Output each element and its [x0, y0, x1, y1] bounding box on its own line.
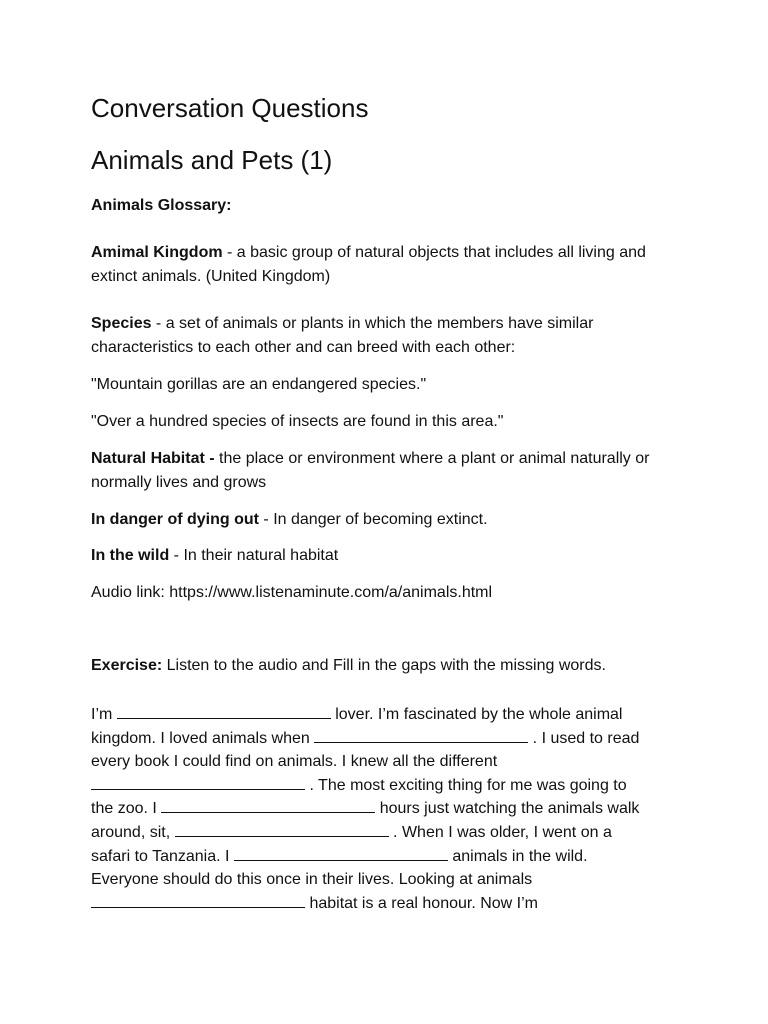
glossary-entry-danger: [91, 508, 691, 532]
exercise-line: Everyone should do this once in their lives. Looking at animals: [91, 871, 533, 889]
gap-blank[interactable]: [314, 727, 528, 743]
line-text: . I used to read: [528, 729, 640, 747]
line-text: . When I was older, I went on a: [388, 823, 612, 841]
glossary-term: Species: [91, 315, 152, 332]
line-text: habitat is a real honour. Now I’m: [305, 894, 539, 912]
example-sentence: "Mountain gorillas are an endangered species.": [91, 376, 427, 393]
gap-blank[interactable]: [161, 797, 375, 813]
glossary-term: In danger of dying out: [91, 511, 259, 528]
line-text: I’m: [91, 706, 117, 723]
exercise-label: Exercise:: [91, 657, 163, 674]
exercise-text: [91, 703, 691, 915]
exercise-instruction: [91, 654, 691, 678]
glossary-definition: - a set of animals or plants in which the members have similar characteristics to each other and can breed with each other:: [91, 315, 594, 356]
audio-link[interactable]: Audio link: https://www.listenaminute.com/a/animals.html: [91, 584, 493, 601]
line-text: . The most exciting thing for me was going to: [305, 776, 627, 794]
glossary-heading: Animals Glossary:: [91, 197, 232, 214]
gap-blank[interactable]: [91, 892, 305, 908]
glossary-entry-animal-kingdom: [91, 241, 691, 289]
line-text: the zoo. I: [91, 800, 162, 818]
glossary-entry-natural-habitat: [91, 447, 691, 495]
glossary-definition: the place or environment where a plant or animal naturally or normally lives and grows: [91, 450, 650, 491]
exercise-line: [91, 703, 691, 727]
glossary-term: In the wild: [91, 547, 170, 564]
exercise-line: [91, 774, 691, 798]
glossary-entry-wild: [91, 544, 691, 568]
line-text: lover. I’m fascinated by the whole animal: [330, 706, 623, 723]
exercise-line: [91, 727, 691, 751]
line-text: hours just watching the animals walk: [375, 800, 640, 818]
gap-blank[interactable]: [234, 845, 448, 861]
exercise-line: [91, 892, 691, 916]
exercise-line: [91, 821, 691, 845]
page-subtitle: Animals and Pets (1): [91, 145, 333, 175]
example-sentence: "Over a hundred species of insects are found in this area.": [91, 413, 504, 430]
glossary-definition: - a basic group of natural objects that includes all living and extinct animals. (United Kingdom): [91, 244, 646, 285]
line-text: kingdom. I loved animals when: [91, 729, 315, 747]
gap-blank[interactable]: [91, 774, 305, 790]
glossary-term: Amimal Kingdom: [91, 244, 223, 261]
gap-blank[interactable]: [175, 821, 389, 837]
exercise-line: [91, 845, 691, 869]
glossary-term: Natural Habitat -: [91, 450, 220, 467]
line-text: safari to Tanzania. I: [91, 847, 234, 865]
gap-blank[interactable]: [117, 703, 331, 719]
line-text: around, sit,: [91, 823, 175, 841]
exercise-line: every book I could find on animals. I knew all the different: [91, 753, 498, 771]
exercise-instruction-text: Listen to the audio and Fill in the gaps with the missing words.: [162, 657, 606, 674]
glossary-definition: - In their natural habitat: [169, 547, 339, 564]
glossary-definition: - In danger of becoming extinct.: [258, 511, 488, 528]
line-text: animals in the wild.: [447, 847, 588, 865]
page-title: Conversation Questions: [91, 93, 369, 123]
exercise-line: [91, 797, 691, 821]
glossary-entry-species: [91, 312, 691, 360]
